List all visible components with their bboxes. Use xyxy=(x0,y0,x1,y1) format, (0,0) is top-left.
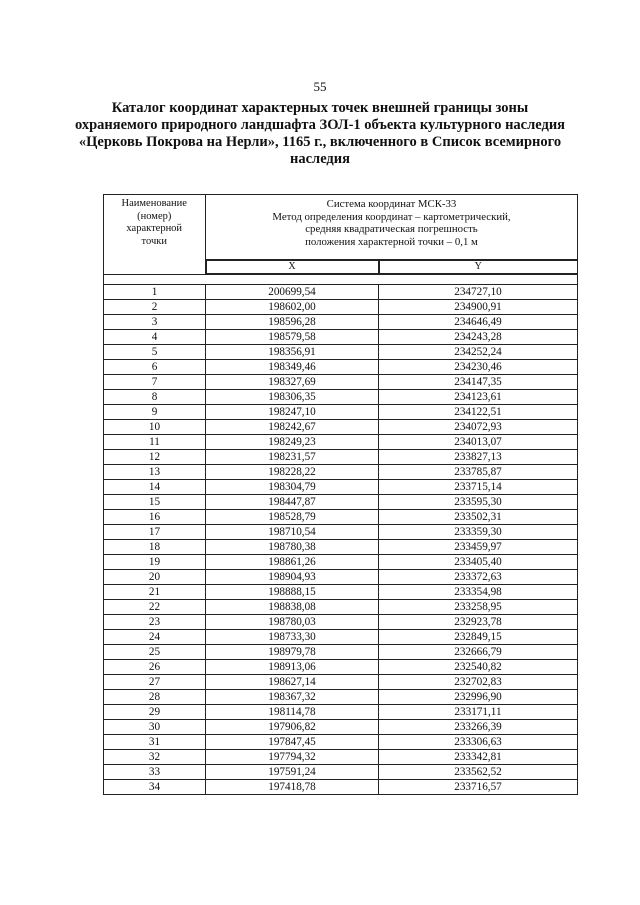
coordinate-system-header xyxy=(206,195,578,261)
table-row xyxy=(104,480,578,495)
x-coordinate-cell: 198247,10 xyxy=(206,405,379,420)
coordinates-table xyxy=(103,194,578,795)
x-coordinate-cell: 198367,32 xyxy=(206,690,379,705)
table-row xyxy=(104,405,578,420)
point-number-cell: 13 xyxy=(104,465,206,480)
header-text: Метод определения координат – картометрический, xyxy=(272,210,511,223)
table-row xyxy=(104,435,578,450)
y-coordinate-cell: 234900,91 xyxy=(379,300,578,315)
x-coordinate-cell: 198838,08 xyxy=(206,600,379,615)
point-number-cell: 3 xyxy=(104,315,206,330)
y-coordinate-cell: 233405,40 xyxy=(379,555,578,570)
x-coordinate-cell: 198327,69 xyxy=(206,375,379,390)
x-coordinate-cell: 198904,93 xyxy=(206,570,379,585)
table-row xyxy=(104,330,578,345)
point-number-cell: 20 xyxy=(104,570,206,585)
y-coordinate-cell: 234013,07 xyxy=(379,435,578,450)
point-number-cell: 5 xyxy=(104,345,206,360)
header-text: Система координат МСК-33 xyxy=(326,198,457,210)
table-row xyxy=(104,780,578,795)
title-line: наследия xyxy=(290,151,350,167)
table-row xyxy=(104,750,578,765)
y-coordinate-cell: 234230,46 xyxy=(379,360,578,375)
x-coordinate-cell: 198114,78 xyxy=(206,705,379,720)
table-row xyxy=(104,285,578,300)
table-row xyxy=(104,720,578,735)
point-number-cell: 33 xyxy=(104,765,206,780)
point-number-cell: 34 xyxy=(104,780,206,795)
x-coordinate-cell: 198596,28 xyxy=(206,315,379,330)
y-coordinate-cell: 233827,13 xyxy=(379,450,578,465)
spacer-cell xyxy=(104,274,578,285)
x-coordinate-cell: 198249,23 xyxy=(206,435,379,450)
table-row xyxy=(104,645,578,660)
page-number: 55 xyxy=(313,79,327,94)
y-coordinate-cell: 233359,30 xyxy=(379,525,578,540)
table-row xyxy=(104,630,578,645)
y-coordinate-cell: 234147,35 xyxy=(379,375,578,390)
y-coordinate-cell: 233459,97 xyxy=(379,540,578,555)
x-coordinate-cell: 198861,26 xyxy=(206,555,379,570)
y-coordinate-cell: 234727,10 xyxy=(379,285,578,300)
point-number-cell: 27 xyxy=(104,675,206,690)
table-row xyxy=(104,390,578,405)
point-number-cell: 7 xyxy=(104,375,206,390)
x-coordinate-cell: 198304,79 xyxy=(206,480,379,495)
table-row xyxy=(104,300,578,315)
point-number-cell: 23 xyxy=(104,615,206,630)
y-coordinate-cell: 233595,30 xyxy=(379,495,578,510)
header-spacer-row xyxy=(104,274,578,285)
point-number-cell: 21 xyxy=(104,585,206,600)
table-row xyxy=(104,690,578,705)
table-row xyxy=(104,315,578,330)
point-number-cell: 9 xyxy=(104,405,206,420)
y-coordinate-cell: 233785,87 xyxy=(379,465,578,480)
point-number-cell: 26 xyxy=(104,660,206,675)
y-coordinate-cell: 232923,78 xyxy=(379,615,578,630)
point-number-cell: 16 xyxy=(104,510,206,525)
y-coordinate-cell: 233258,95 xyxy=(379,600,578,615)
x-coordinate-cell: 197591,24 xyxy=(206,765,379,780)
point-number-cell: 31 xyxy=(104,735,206,750)
y-coordinate-cell: 233266,39 xyxy=(379,720,578,735)
y-coordinate-cell: 232849,15 xyxy=(379,630,578,645)
title-line: Каталог координат характерных точек внешней границы зоны xyxy=(111,100,529,116)
x-coordinate-cell: 198888,15 xyxy=(206,585,379,600)
y-coordinate-cell: 233354,98 xyxy=(379,585,578,600)
x-coordinate-cell: 198979,78 xyxy=(206,645,379,660)
x-coordinate-cell: 198733,30 xyxy=(206,630,379,645)
point-number-cell: 17 xyxy=(104,525,206,540)
x-coordinate-cell: 198306,35 xyxy=(206,390,379,405)
y-coordinate-cell: 234072,93 xyxy=(379,420,578,435)
y-coordinate-cell: 234122,51 xyxy=(379,405,578,420)
point-number-cell: 28 xyxy=(104,690,206,705)
point-name-header xyxy=(104,195,206,275)
y-coordinate-cell: 232540,82 xyxy=(379,660,578,675)
point-number-cell: 12 xyxy=(104,450,206,465)
point-number-cell: 25 xyxy=(104,645,206,660)
point-number-cell: 19 xyxy=(104,555,206,570)
x-column-header: X xyxy=(206,260,379,274)
y-column-header: Y xyxy=(379,260,578,274)
table-row xyxy=(104,570,578,585)
point-number-cell: 1 xyxy=(104,285,206,300)
x-coordinate-cell: 198579,58 xyxy=(206,330,379,345)
point-number-cell: 32 xyxy=(104,750,206,765)
header-text: точки xyxy=(141,235,167,247)
x-coordinate-cell: 197906,82 xyxy=(206,720,379,735)
x-coordinate-cell: 198356,91 xyxy=(206,345,379,360)
table-row xyxy=(104,555,578,570)
x-coordinate-cell: 198242,67 xyxy=(206,420,379,435)
point-number-cell: 10 xyxy=(104,420,206,435)
header-text: характерной xyxy=(126,223,183,234)
y-coordinate-cell: 234243,28 xyxy=(379,330,578,345)
title-line: охраняемого природного ландшафта ЗОЛ-1 объекта культурного наследия xyxy=(74,117,566,133)
table-row xyxy=(104,705,578,720)
table-row xyxy=(104,510,578,525)
table-row xyxy=(104,675,578,690)
y-coordinate-cell: 233716,57 xyxy=(379,780,578,795)
point-number-cell: 2 xyxy=(104,300,206,315)
y-coordinate-cell: 233372,63 xyxy=(379,570,578,585)
header-text: (номер) xyxy=(137,210,172,222)
table-row xyxy=(104,420,578,435)
point-number-cell: 30 xyxy=(104,720,206,735)
point-number-cell: 24 xyxy=(104,630,206,645)
table-row xyxy=(104,345,578,360)
point-number-cell: 15 xyxy=(104,495,206,510)
x-coordinate-cell: 198780,38 xyxy=(206,540,379,555)
x-coordinate-cell: 198913,06 xyxy=(206,660,379,675)
y-coordinate-cell: 232702,83 xyxy=(379,675,578,690)
title-line: «Церковь Покрова на Нерли», 1165 г., включенного в Список всемирного xyxy=(78,134,562,150)
table-row xyxy=(104,615,578,630)
point-number-cell: 6 xyxy=(104,360,206,375)
point-number-cell: 22 xyxy=(104,600,206,615)
x-coordinate-cell: 197418,78 xyxy=(206,780,379,795)
point-number-cell: 18 xyxy=(104,540,206,555)
table-row xyxy=(104,525,578,540)
y-coordinate-cell: 234123,61 xyxy=(379,390,578,405)
header-text: положения характерной точки – 0,1 м xyxy=(305,235,478,248)
table-row xyxy=(104,660,578,675)
y-coordinate-cell: 233562,52 xyxy=(379,765,578,780)
y-coordinate-cell: 234646,49 xyxy=(379,315,578,330)
x-coordinate-cell: 197847,45 xyxy=(206,735,379,750)
point-number-cell: 8 xyxy=(104,390,206,405)
x-coordinate-cell: 198528,79 xyxy=(206,510,379,525)
point-number-cell: 29 xyxy=(104,705,206,720)
x-coordinate-cell: 198780,03 xyxy=(206,615,379,630)
y-coordinate-cell: 233171,11 xyxy=(379,705,578,720)
table-row xyxy=(104,465,578,480)
table-row xyxy=(104,585,578,600)
header-text: средняя квадратическая погрешность xyxy=(305,223,478,235)
table-row xyxy=(104,450,578,465)
y-coordinate-cell: 234252,24 xyxy=(379,345,578,360)
table-row xyxy=(104,540,578,555)
x-coordinate-cell: 198447,87 xyxy=(206,495,379,510)
x-coordinate-cell: 198627,14 xyxy=(206,675,379,690)
table-row xyxy=(104,495,578,510)
x-coordinate-cell: 198231,57 xyxy=(206,450,379,465)
x-coordinate-cell: 197794,32 xyxy=(206,750,379,765)
table-row xyxy=(104,600,578,615)
table-row xyxy=(104,375,578,390)
x-coordinate-cell: 198349,46 xyxy=(206,360,379,375)
x-coordinate-cell: 198710,54 xyxy=(206,525,379,540)
point-number-cell: 4 xyxy=(104,330,206,345)
y-coordinate-cell: 233342,81 xyxy=(379,750,578,765)
point-number-cell: 11 xyxy=(104,435,206,450)
table-row xyxy=(104,360,578,375)
y-coordinate-cell: 233306,63 xyxy=(379,735,578,750)
x-coordinate-cell: 200699,54 xyxy=(206,285,379,300)
y-coordinate-cell: 232666,79 xyxy=(379,645,578,660)
y-coordinate-cell: 233715,14 xyxy=(379,480,578,495)
table-row xyxy=(104,765,578,780)
header-text: Наименование xyxy=(121,198,187,209)
y-coordinate-cell: 232996,90 xyxy=(379,690,578,705)
y-coordinate-cell: 233502,31 xyxy=(379,510,578,525)
point-number-cell: 14 xyxy=(104,480,206,495)
x-coordinate-cell: 198602,00 xyxy=(206,300,379,315)
x-coordinate-cell: 198228,22 xyxy=(206,465,379,480)
table-row xyxy=(104,735,578,750)
page-title xyxy=(70,100,570,168)
